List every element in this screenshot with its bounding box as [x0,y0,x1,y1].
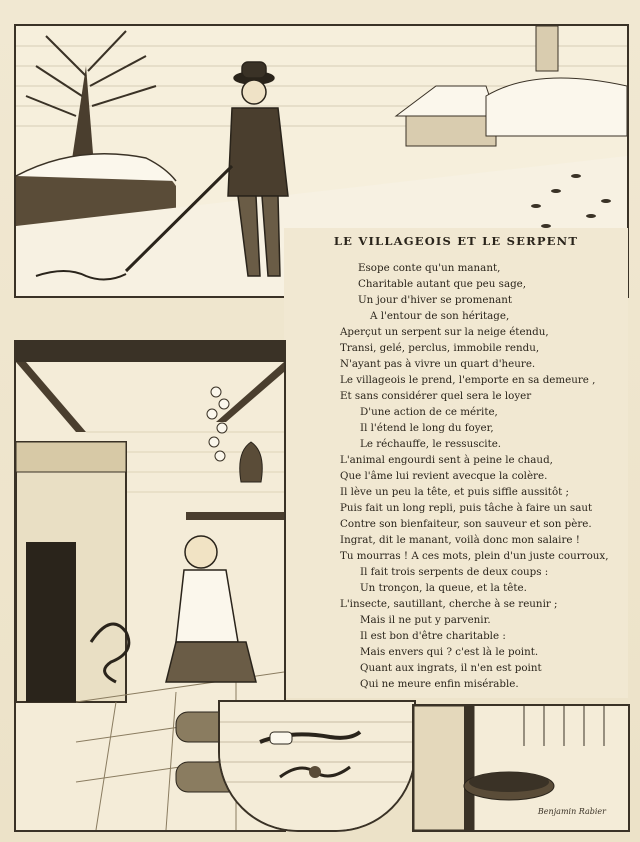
illustration-serpent-cut [218,700,416,832]
poem-line: Un tronçon, la queue, et la tête. [360,582,527,594]
poem-line: Aperçut un serpent sur la neige étendu, [340,326,549,338]
poem-line: Transi, gelé, perclus, immobile rendu, [340,342,540,354]
poem-line: Le réchauffe, le ressuscite. [360,438,502,450]
poem-line: Il lève un peu la tête, et puis siffle aussitôt ; [340,486,570,498]
poem-line: Mais envers qui ? c'est là le point. [360,646,539,658]
poem-line: Esope conte qu'un manant, [358,262,501,274]
poem-line: Le villageois le prend, l'emporte en sa demeure , [340,374,596,386]
poem-line: Puis fait un long repli, puis tâche à faire un saut [340,502,593,514]
poem-line: Charitable autant que peu sage, [358,278,527,290]
poem-line: N'ayant pas à vivre un quart d'heure. [340,358,536,370]
poem-line: Et sans considérer quel sera le loyer [340,390,532,402]
artist-signature: Benjamin Rabier [537,807,606,816]
poem-line: Contre son bienfaiteur, son sauveur et son père. [340,518,592,530]
illustration-doorway [412,704,630,832]
poem-line: D'une action de ce mérite, [360,406,498,418]
poem-line: L'insecte, sautillant, cherche à se reunir ; [340,598,558,610]
poem-line: Que l'âme lui revient avecque la colère. [340,470,548,482]
poem-line: Il est bon d'être charitable : [360,630,506,642]
poem-title: LE VILLAGEOIS ET LE SERPENT [333,234,579,248]
poem-line: Ingrat, dit le manant, voilà donc mon salaire ! [340,534,580,546]
poem-line: Un jour d'hiver se promenant [358,294,513,306]
poem-line: A l'entour de son héritage, [370,310,510,322]
poem-line: L'animal engourdi sent à peine le chaud, [340,454,553,466]
poem-line: Tu mourras ! A ces mots, plein d'un juste courroux, [340,550,609,562]
poem-line: Qui ne meure enfin misérable. [360,678,519,690]
poem-line: Mais il ne put y parvenir. [360,614,491,626]
poem-line: Il l'étend le long du foyer, [360,422,494,434]
poem-text-block [284,228,628,698]
poem-line: Il fait trois serpents de deux coups : [360,566,549,578]
poem-line: Quant aux ingrats, il n'en est point [360,662,542,674]
